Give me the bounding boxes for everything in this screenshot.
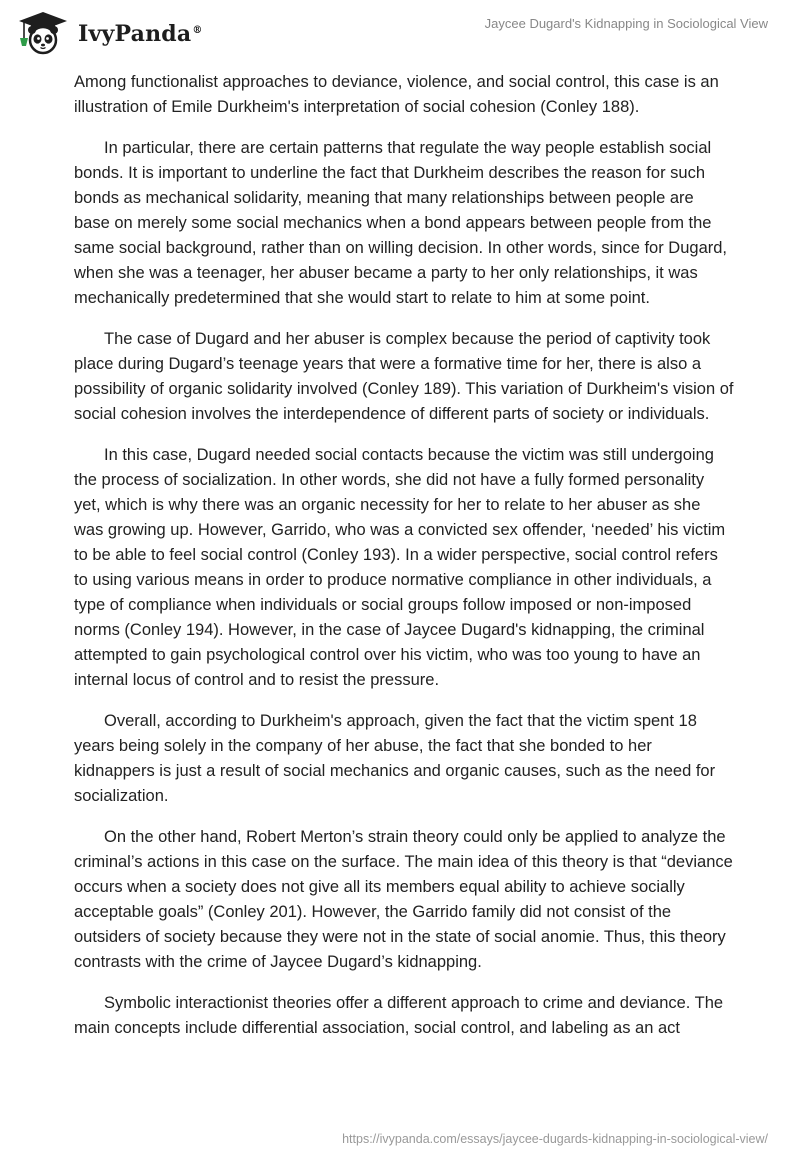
paragraph: On the other hand, Robert Merton’s strain theory could only be applied to analyze the criminal’s actions in this case on the surface. The main idea of this theory is that “deviance occurs when a society does not give all its members equal ability to achieve socially acceptable goals” (Conley 201). However, the Garrido family did not consist of the outsiders of society because they were not in the state of social anomie. Thus, this theory contrasts with the crime of Jaycee Dugard’s kidnapping. xyxy=(74,828,733,971)
logo-text: IvyPanda® xyxy=(78,21,203,47)
source-url[interactable]: https://ivypanda.com/essays/jaycee-dugards-kidnapping-in-sociological-view/ xyxy=(342,1132,768,1146)
paragraph: Among functionalist approaches to deviance, violence, and social control, this case is an illustration of Emile Durkheim's interpretation of social cohesion (Conley 188). xyxy=(74,73,719,116)
paragraph: Symbolic interactionist theories offer a different approach to crime and deviance. The main concepts include differential association, social control, and labeling as an act xyxy=(74,994,724,1037)
paragraph: The case of Dugard and her abuser is complex because the period of captivity took place during Dugard’s teenage years that were a formative time for her, there is also a possibility of organic solidarity involved (Conley 189). This variation of Durkheim's vision of social cohesion involves the interdependence of different parts of society or individuals. xyxy=(74,330,734,423)
page-header xyxy=(0,0,800,70)
essay-body xyxy=(74,70,734,1057)
ivypanda-logo[interactable] xyxy=(14,10,203,56)
document-title: Jaycee Dugard's Kidnapping in Sociological View xyxy=(484,16,768,31)
paragraph: In particular, there are certain patterns that regulate the way people establish social bonds. It is important to underline the fact that Durkheim describes the reason for such bonds as mechanical solidarity, meaning that many relationships between people are base on merely some social mechanics when a bond appears between people from the same social background, rather than on willing decision. In other words, since for Dugard, when she was a teenager, her abuser became a party to her only relationships, it was mechanically predetermined that she would start to relate to him at some point. xyxy=(74,139,728,307)
panda-graduate-icon xyxy=(14,10,72,56)
paragraph: Overall, according to Durkheim's approach, given the fact that the victim spent 18 years being solely in the company of her abuse, the fact that she bonded to her kidnappers is just a result of social mechanics and organic causes, such as the need for socialization. xyxy=(74,712,716,805)
paragraph: In this case, Dugard needed social contacts because the victim was still undergoing the process of socialization. In other words, she did not have a fully formed personality yet, which is why there was an organic necessity for her to relate to her abuser as she was growing up. However, Garrido, who was a convicted sex offender, ‘needed’ his victim to be able to feel social control (Conley 193). In a wider perspective, social control refers to using various means in order to produce normative compliance in other individuals, a type of compliance when individuals or social groups follow imposed or non-imposed norms (Conley 194). However, in the case of Jaycee Dugard's kidnapping, the criminal attempted to gain psychological control over his victim, who was too young to have an internal locus of control and to resist the pressure. xyxy=(74,446,726,689)
